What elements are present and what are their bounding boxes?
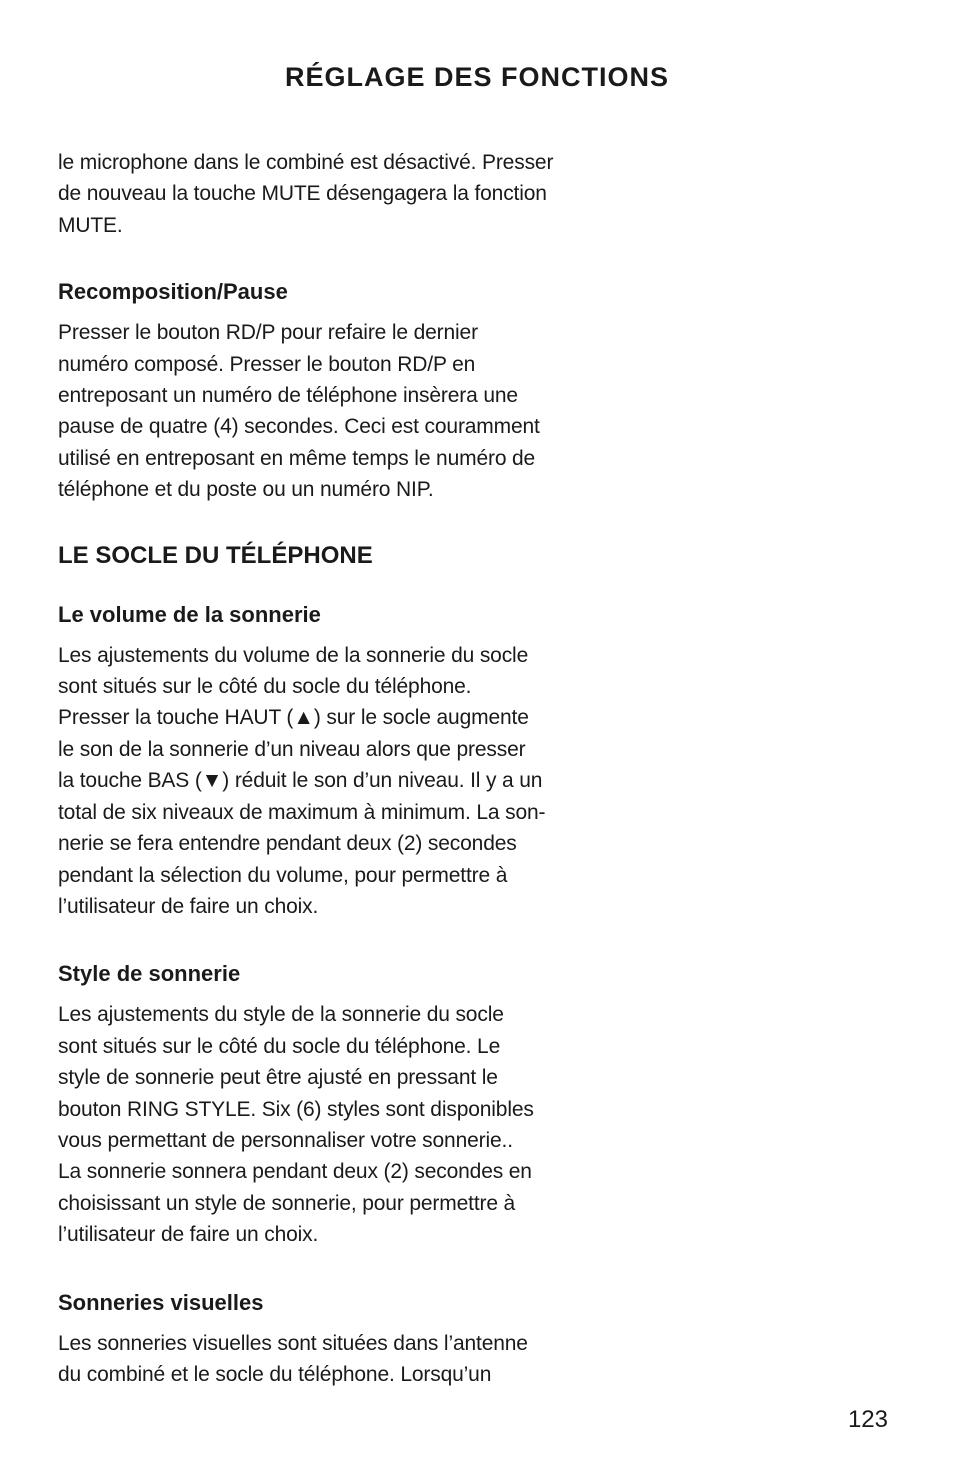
page-body — [58, 147, 588, 1390]
recomposition-paragraph: Presser le bouton RD/P pour refaire le dernier numéro composé. Presser le bouton RD/P en entreposant un numéro de téléphone insèrera une pause de quatre (4) secondes. Ceci est couramment utilisé en entreposant en même temps le numéro de téléphone et du poste ou un numéro NIP. — [58, 321, 540, 502]
page-title: RÉGLAGE DES FONCTIONS — [284, 62, 670, 92]
style-paragraph: Les ajustements du style de la sonnerie du socle sont situés sur le côté du socle du téléphone. Le style de sonnerie peut être ajusté en pressant le bouton RING STYLE. Six (6) styles sont disponibles vous permettant de personnaliser votre sonnerie.. La sonnerie sonnera pendant deux (2) secondes en choisissant un style de sonnerie, pour permettre à l’utilisateur de faire un choix. — [58, 1003, 534, 1247]
page-number: 123 — [847, 1406, 888, 1433]
recomposition-heading: Recomposition/Pause — [58, 279, 288, 305]
style-heading: Style de sonnerie — [58, 961, 241, 987]
intro-paragraph: le microphone dans le combiné est désactivé. Presser de nouveau la touche MUTE désengagera la fonction MUTE. — [58, 151, 554, 237]
socle-section-heading: LE SOCLE DU TÉLÉPHONE — [58, 541, 373, 569]
visuelles-paragraph: Les sonneries visuelles sont situées dans l’antenne du combiné et le socle du téléphone. Lorsqu’un — [58, 1331, 528, 1386]
volume-heading: Le volume de la sonnerie — [58, 601, 321, 627]
visuelles-heading: Sonneries visuelles — [58, 1289, 264, 1315]
volume-paragraph: Les ajustements du volume de la sonnerie du socle sont situés sur le côté du socle du téléphone. Presser la touche HAUT (▲) sur le socle augmente le son de la sonnerie d’un niveau alors que presser la touche BAS (▼) réduit le son d’un niveau. Il y a un total de six niveaux de maximum à minimum. La son- nerie se fera entendre pendant deux (2) secondes pendant la sélection du volume, pour permettre à l’utilisateur de faire un choix. — [58, 643, 546, 918]
